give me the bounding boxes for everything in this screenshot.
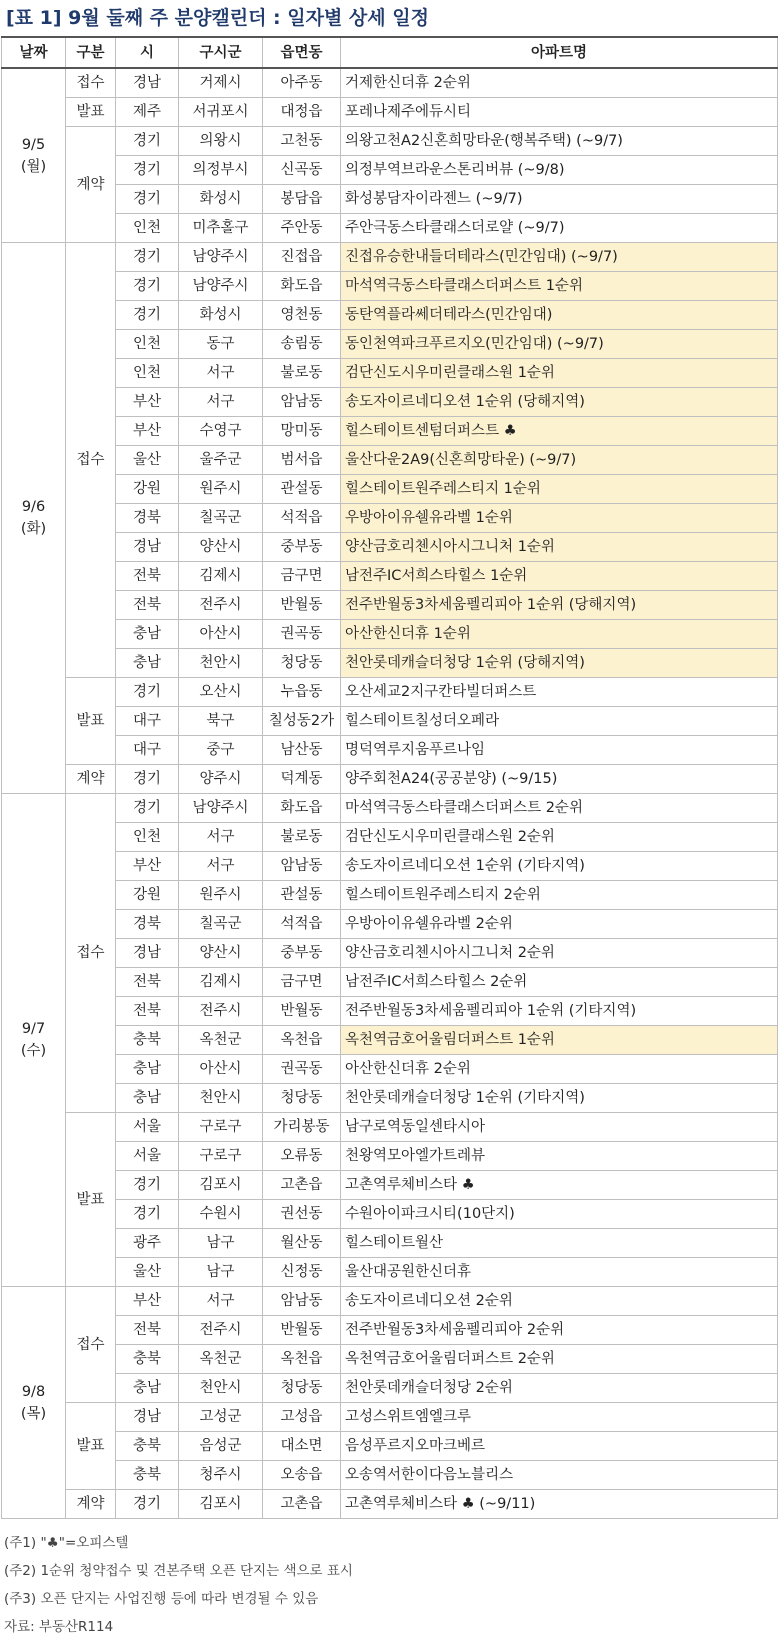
table-row [2, 1374, 778, 1403]
table-row [2, 1345, 778, 1374]
apartment-cell: 남전주IC서희스타힐스 2순위 [341, 968, 778, 997]
town-cell: 청당동 [263, 1374, 341, 1403]
district-cell: 김제시 [179, 968, 263, 997]
town-cell: 대정읍 [263, 98, 341, 127]
town-cell: 권곡동 [263, 620, 341, 649]
province-cell: 인천 [116, 359, 179, 388]
date-weekday: (목) [20, 1405, 47, 1422]
town-cell: 고촌읍 [263, 1490, 341, 1519]
apartment-cell: 천안롯데캐슬더청당 1순위 (당해지역) [341, 649, 778, 678]
province-cell: 서울 [116, 1113, 179, 1142]
province-cell: 충남 [116, 1084, 179, 1113]
province-cell: 전북 [116, 562, 179, 591]
district-cell: 전주시 [179, 997, 263, 1026]
apartment-cell: 천안롯데캐슬더청당 2순위 [341, 1374, 778, 1403]
town-cell: 영천동 [263, 301, 341, 330]
district-cell: 구로구 [179, 1113, 263, 1142]
town-cell: 가리봉동 [263, 1113, 341, 1142]
table-row [2, 939, 778, 968]
province-cell: 전북 [116, 591, 179, 620]
province-cell: 경남 [116, 533, 179, 562]
province-cell: 충북 [116, 1026, 179, 1055]
province-cell: 경기 [116, 1200, 179, 1229]
apartment-cell: 검단신도시우미린클래스원 2순위 [341, 823, 778, 852]
table-row [2, 736, 778, 765]
town-cell: 금구면 [263, 968, 341, 997]
apartment-cell: 천왕역모아엘가트레뷰 [341, 1142, 778, 1171]
table-row [2, 881, 778, 910]
apartment-cell: 우방아이유쉘유라벨 2순위 [341, 910, 778, 939]
province-cell: 충남 [116, 620, 179, 649]
apartment-cell: 전주반월동3차세움펠리피아 2순위 [341, 1316, 778, 1345]
province-cell: 경남 [116, 68, 179, 98]
apartment-cell: 포레나제주에듀시티 [341, 98, 778, 127]
district-cell: 아산시 [179, 1055, 263, 1084]
header-province: 시 [116, 37, 179, 68]
type-cell: 접수 [66, 1287, 116, 1403]
province-cell: 경기 [116, 156, 179, 185]
province-cell: 경기 [116, 765, 179, 794]
district-cell: 화성시 [179, 185, 263, 214]
town-cell: 옥천읍 [263, 1345, 341, 1374]
table-row [2, 910, 778, 939]
table-body [2, 68, 778, 1519]
province-cell: 부산 [116, 388, 179, 417]
table-row [2, 794, 778, 823]
table-row [2, 185, 778, 214]
town-cell: 청당동 [263, 1084, 341, 1113]
province-cell: 울산 [116, 1258, 179, 1287]
town-cell: 권곡동 [263, 1055, 341, 1084]
district-cell: 화성시 [179, 301, 263, 330]
table-row [2, 243, 778, 272]
date-day: 9/8 [21, 1383, 46, 1400]
apartment-cell: 진접유승한내들더테라스(민간임대) (~9/7) [341, 243, 778, 272]
table-row [2, 1142, 778, 1171]
town-cell: 범서읍 [263, 446, 341, 475]
source-note: 자료: 부동산R114 [4, 1619, 114, 1635]
table-row [2, 156, 778, 185]
district-cell: 서구 [179, 388, 263, 417]
province-cell: 경기 [116, 678, 179, 707]
table-row [2, 475, 778, 504]
footnote-3: (주3) 오픈 단지는 사업진행 등에 따라 변경될 수 있음 [4, 1591, 319, 1607]
table-row [2, 272, 778, 301]
district-cell: 옥천군 [179, 1026, 263, 1055]
date-cell [2, 243, 66, 794]
town-cell: 불로동 [263, 359, 341, 388]
date-weekday: (화) [20, 521, 47, 537]
district-cell: 남양주시 [179, 272, 263, 301]
apartment-cell: 거제한신더휴 2순위 [341, 68, 778, 98]
apartment-cell: 음성푸르지오마크베르 [341, 1432, 778, 1461]
apartment-cell: 고촌역루체비스타 ♣ [341, 1171, 778, 1200]
province-cell: 서울 [116, 1142, 179, 1171]
province-cell: 경기 [116, 272, 179, 301]
date-cell [2, 68, 66, 243]
province-cell: 경북 [116, 504, 179, 533]
footnotes [0, 1529, 780, 1641]
apartment-cell: 명덕역루지움푸르나임 [341, 736, 778, 765]
province-cell: 인천 [116, 823, 179, 852]
header-town: 읍면동 [263, 37, 341, 68]
table-row [2, 1171, 778, 1200]
apartment-cell: 송도자이르네디오션 2순위 [341, 1287, 778, 1316]
apartment-cell: 울산다운2A9(신혼희망타운) (~9/7) [341, 446, 778, 475]
apartment-cell: 양주회천A24(공공분양) (~9/15) [341, 765, 778, 794]
town-cell: 주안동 [263, 214, 341, 243]
apartment-cell: 주안극동스타클래스더로얄 (~9/7) [341, 214, 778, 243]
district-cell: 음성군 [179, 1432, 263, 1461]
table-row [2, 649, 778, 678]
type-cell: 계약 [66, 1490, 116, 1519]
province-cell: 부산 [116, 852, 179, 881]
town-cell: 암남동 [263, 852, 341, 881]
town-cell: 반월동 [263, 1316, 341, 1345]
apartment-cell: 힐스테이트칠성더오페라 [341, 707, 778, 736]
province-cell: 경기 [116, 1171, 179, 1200]
district-cell: 천안시 [179, 649, 263, 678]
apartment-cell: 의왕고천A2신혼희망타운(행복주택) (~9/7) [341, 127, 778, 156]
town-cell: 관설동 [263, 881, 341, 910]
table-row [2, 504, 778, 533]
town-cell: 반월동 [263, 591, 341, 620]
table-row [2, 1084, 778, 1113]
province-cell: 경기 [116, 243, 179, 272]
town-cell: 덕계동 [263, 765, 341, 794]
district-cell: 미추홀구 [179, 214, 263, 243]
district-cell: 칠곡군 [179, 504, 263, 533]
apartment-cell: 동인천역파크푸르지오(민간임대) (~9/7) [341, 330, 778, 359]
district-cell: 김포시 [179, 1490, 263, 1519]
district-cell: 청주시 [179, 1461, 263, 1490]
district-cell: 동구 [179, 330, 263, 359]
type-cell: 발표 [66, 98, 116, 127]
district-cell: 서귀포시 [179, 98, 263, 127]
province-cell: 광주 [116, 1229, 179, 1258]
district-cell: 중구 [179, 736, 263, 765]
town-cell: 누읍동 [263, 678, 341, 707]
table-row [2, 1490, 778, 1519]
town-cell: 화도읍 [263, 794, 341, 823]
province-cell: 제주 [116, 98, 179, 127]
province-cell: 인천 [116, 330, 179, 359]
table-row [2, 388, 778, 417]
table-row [2, 591, 778, 620]
table-row [2, 968, 778, 997]
table-row [2, 678, 778, 707]
type-cell: 발표 [66, 678, 116, 765]
type-cell: 발표 [66, 1403, 116, 1490]
district-cell: 옥천군 [179, 1345, 263, 1374]
province-cell: 대구 [116, 736, 179, 765]
province-cell: 충남 [116, 649, 179, 678]
district-cell: 남구 [179, 1229, 263, 1258]
table-title: [표 1] 9월 둘째 주 분양캘린더 : 일자별 상세 일정 [6, 7, 429, 29]
district-cell: 양산시 [179, 533, 263, 562]
district-cell: 천안시 [179, 1374, 263, 1403]
town-cell: 고촌읍 [263, 1171, 341, 1200]
date-weekday: (월) [20, 158, 47, 175]
district-cell: 거제시 [179, 68, 263, 98]
type-cell: 접수 [66, 68, 116, 98]
district-cell: 서구 [179, 1287, 263, 1316]
table-row [2, 1055, 778, 1084]
table-row [2, 1258, 778, 1287]
table-row [2, 1403, 778, 1432]
apartment-cell: 송도자이르네디오션 1순위 (기타지역) [341, 852, 778, 881]
apartment-cell: 마석역극동스타클래스더퍼스트 2순위 [341, 794, 778, 823]
district-cell: 김제시 [179, 562, 263, 591]
apartment-cell: 힐스테이트원주레스티지 1순위 [341, 475, 778, 504]
table-row [2, 98, 778, 127]
table-row [2, 1432, 778, 1461]
town-cell: 청당동 [263, 649, 341, 678]
province-cell: 충북 [116, 1432, 179, 1461]
district-cell: 남구 [179, 1258, 263, 1287]
province-cell: 부산 [116, 417, 179, 446]
apartment-cell: 양산금호리첸시아시그니처 1순위 [341, 533, 778, 562]
table-row [2, 562, 778, 591]
apartment-cell: 남전주IC서희스타힐스 1순위 [341, 562, 778, 591]
district-cell: 칠곡군 [179, 910, 263, 939]
district-cell: 천안시 [179, 1084, 263, 1113]
district-cell: 서구 [179, 359, 263, 388]
type-cell: 접수 [66, 794, 116, 1113]
province-cell: 경기 [116, 127, 179, 156]
footnote-1: (주1) "♣"=오피스텔 [4, 1535, 129, 1551]
date-cell [2, 1287, 66, 1519]
province-cell: 충북 [116, 1461, 179, 1490]
date-cell [2, 794, 66, 1287]
apartment-cell: 고성스위트엠엘크루 [341, 1403, 778, 1432]
province-cell: 경남 [116, 1403, 179, 1432]
apartment-cell: 동탄역플라쎄더테라스(민간임대) [341, 301, 778, 330]
table-row [2, 127, 778, 156]
table-row [2, 359, 778, 388]
apartment-cell: 고촌역루체비스타 ♣ (~9/11) [341, 1490, 778, 1519]
district-cell: 남양주시 [179, 794, 263, 823]
town-cell: 칠성동2가 [263, 707, 341, 736]
apartment-cell: 힐스테이트원주레스티지 2순위 [341, 881, 778, 910]
table-row [2, 765, 778, 794]
footnote-2: (주2) 1순위 청약접수 및 견본주택 오픈 단지는 색으로 표시 [4, 1563, 353, 1579]
province-cell: 전북 [116, 968, 179, 997]
apartment-cell: 아산한신더휴 1순위 [341, 620, 778, 649]
town-cell: 중부동 [263, 939, 341, 968]
province-cell: 부산 [116, 1287, 179, 1316]
apartment-cell: 남구로역동일센타시아 [341, 1113, 778, 1142]
table-row [2, 1026, 778, 1055]
town-cell: 신정동 [263, 1258, 341, 1287]
town-cell: 신곡동 [263, 156, 341, 185]
district-cell: 원주시 [179, 475, 263, 504]
table-row [2, 1461, 778, 1490]
province-cell: 경기 [116, 301, 179, 330]
table-row [2, 533, 778, 562]
province-cell: 경남 [116, 939, 179, 968]
table-row [2, 301, 778, 330]
town-cell: 반월동 [263, 997, 341, 1026]
table-row [2, 823, 778, 852]
province-cell: 충북 [116, 1345, 179, 1374]
apartment-cell: 검단신도시우미린클래스원 1순위 [341, 359, 778, 388]
town-cell: 오류동 [263, 1142, 341, 1171]
province-cell: 대구 [116, 707, 179, 736]
town-cell: 오송읍 [263, 1461, 341, 1490]
province-cell: 인천 [116, 214, 179, 243]
province-cell: 경기 [116, 1490, 179, 1519]
province-cell: 경북 [116, 910, 179, 939]
table-row [2, 997, 778, 1026]
apartment-cell: 우방아이유쉘유라벨 1순위 [341, 504, 778, 533]
header-district: 구시군 [179, 37, 263, 68]
apartment-cell: 전주반월동3차세움펠리피아 1순위 (당해지역) [341, 591, 778, 620]
table-row [2, 1287, 778, 1316]
date-day: 9/5 [21, 136, 46, 153]
district-cell: 전주시 [179, 1316, 263, 1345]
apartment-cell: 옥천역금호어울림더퍼스트 2순위 [341, 1345, 778, 1374]
town-cell: 석적읍 [263, 504, 341, 533]
town-cell: 암남동 [263, 388, 341, 417]
table-row [2, 1316, 778, 1345]
district-cell: 서구 [179, 823, 263, 852]
district-cell: 수원시 [179, 1200, 263, 1229]
town-cell: 암남동 [263, 1287, 341, 1316]
table-row [2, 852, 778, 881]
district-cell: 김포시 [179, 1171, 263, 1200]
province-cell: 경기 [116, 794, 179, 823]
district-cell: 남양주시 [179, 243, 263, 272]
type-cell: 발표 [66, 1113, 116, 1287]
type-cell: 계약 [66, 127, 116, 243]
town-cell: 송림동 [263, 330, 341, 359]
town-cell: 진접읍 [263, 243, 341, 272]
district-cell: 서구 [179, 852, 263, 881]
town-cell: 화도읍 [263, 272, 341, 301]
table-row [2, 214, 778, 243]
district-cell: 아산시 [179, 620, 263, 649]
apartment-cell: 옥천역금호어울림더퍼스트 1순위 [341, 1026, 778, 1055]
apartment-cell: 수원아이파크시티(10단지) [341, 1200, 778, 1229]
apartment-cell: 힐스테이트월산 [341, 1229, 778, 1258]
header-apartment: 아파트명 [341, 37, 778, 68]
town-cell: 고천동 [263, 127, 341, 156]
type-cell: 접수 [66, 243, 116, 678]
date-day: 9/7 [21, 1021, 46, 1037]
table-row [2, 620, 778, 649]
district-cell: 고성군 [179, 1403, 263, 1432]
apartment-cell: 의정부역브라운스톤리버뷰 (~9/8) [341, 156, 778, 185]
header-row [2, 37, 778, 68]
province-cell: 충남 [116, 1055, 179, 1084]
apartment-cell: 힐스테이트센텀더퍼스트 ♣ [341, 417, 778, 446]
town-cell: 불로동 [263, 823, 341, 852]
date-weekday: (수) [20, 1043, 47, 1059]
town-cell: 봉담읍 [263, 185, 341, 214]
apartment-cell: 마석역극동스타클래스더퍼스트 1순위 [341, 272, 778, 301]
table-row [2, 446, 778, 475]
town-cell: 석적읍 [263, 910, 341, 939]
apartment-cell: 전주반월동3차세움펠리피아 1순위 (기타지역) [341, 997, 778, 1026]
district-cell: 의왕시 [179, 127, 263, 156]
type-cell: 계약 [66, 765, 116, 794]
district-cell: 수영구 [179, 417, 263, 446]
district-cell: 오산시 [179, 678, 263, 707]
province-cell: 경기 [116, 185, 179, 214]
district-cell: 원주시 [179, 881, 263, 910]
table-row [2, 68, 778, 98]
town-cell: 아주동 [263, 68, 341, 98]
town-cell: 중부동 [263, 533, 341, 562]
district-cell: 구로구 [179, 1142, 263, 1171]
district-cell: 전주시 [179, 591, 263, 620]
province-cell: 전북 [116, 997, 179, 1026]
town-cell: 망미동 [263, 417, 341, 446]
town-cell: 관설동 [263, 475, 341, 504]
province-cell: 울산 [116, 446, 179, 475]
town-cell: 대소면 [263, 1432, 341, 1461]
district-cell: 북구 [179, 707, 263, 736]
table-row [2, 1229, 778, 1258]
apartment-cell: 오산세교2지구칸타빌더퍼스트 [341, 678, 778, 707]
province-cell: 충남 [116, 1374, 179, 1403]
district-cell: 울주군 [179, 446, 263, 475]
town-cell: 옥천읍 [263, 1026, 341, 1055]
district-cell: 양주시 [179, 765, 263, 794]
apartment-cell: 화성봉담자이라젠느 (~9/7) [341, 185, 778, 214]
district-cell: 의정부시 [179, 156, 263, 185]
header-type: 구분 [66, 37, 116, 68]
district-cell: 양산시 [179, 939, 263, 968]
town-cell: 금구면 [263, 562, 341, 591]
apartment-cell: 송도자이르네디오션 1순위 (당해지역) [341, 388, 778, 417]
date-day: 9/6 [21, 499, 46, 515]
town-cell: 권선동 [263, 1200, 341, 1229]
apartment-cell: 오송역서한이다음노블리스 [341, 1461, 778, 1490]
town-cell: 고성읍 [263, 1403, 341, 1432]
table-row [2, 707, 778, 736]
header-date: 날짜 [2, 37, 66, 68]
province-cell: 강원 [116, 475, 179, 504]
province-cell: 전북 [116, 1316, 179, 1345]
table-row [2, 1113, 778, 1142]
apartment-cell: 아산한신더휴 2순위 [341, 1055, 778, 1084]
town-cell: 남산동 [263, 736, 341, 765]
town-cell: 월산동 [263, 1229, 341, 1258]
table-row [2, 417, 778, 446]
apartment-cell: 양산금호리첸시아시그니처 2순위 [341, 939, 778, 968]
apartment-cell: 울산대공원한신더휴 [341, 1258, 778, 1287]
schedule-table [1, 36, 778, 1519]
table-row [2, 1200, 778, 1229]
apartment-cell: 천안롯데캐슬더청당 1순위 (기타지역) [341, 1084, 778, 1113]
province-cell: 강원 [116, 881, 179, 910]
table-row [2, 330, 778, 359]
